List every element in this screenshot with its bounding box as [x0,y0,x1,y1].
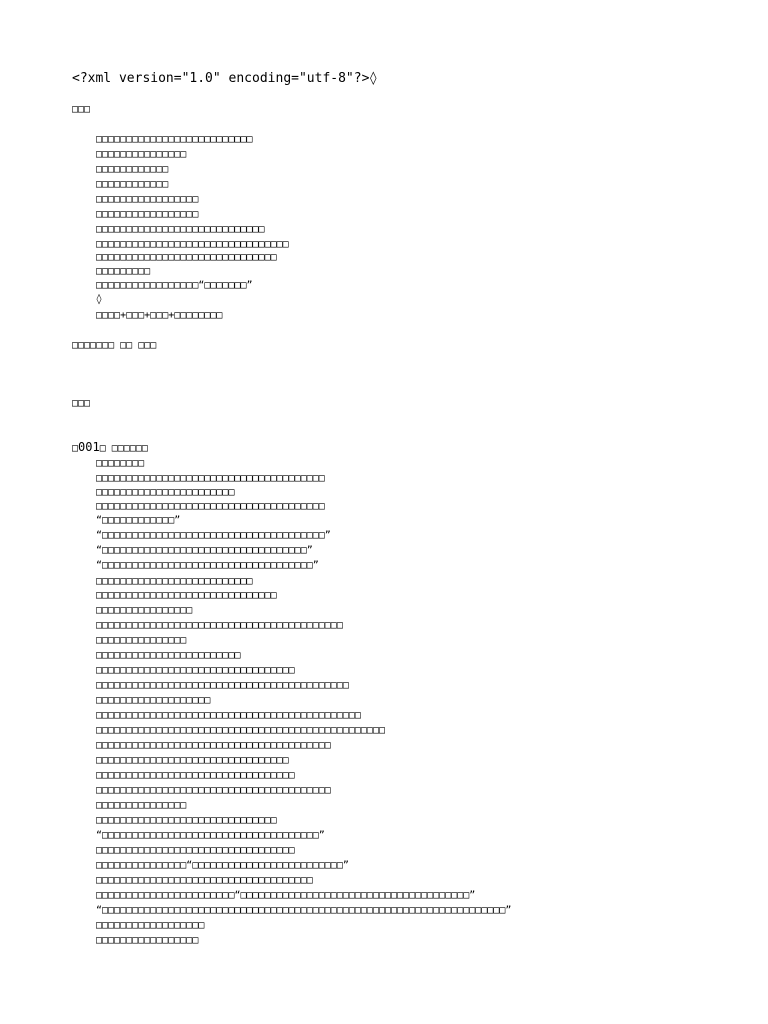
chapter-line: □□□□□□□□□□□□□□□□□□□□□□□□□□ [96,576,253,587]
chapter-line: “□□□□□□□□□□□□□□□□□□□□□□□□□□□□□□□□□□□□□□□□□□□□□□□□□□□□□□□□□□□□□□□□□□□” [96,905,512,916]
chapter-line: □□□□□□□□□□□□□□□ [96,635,187,646]
chapter-line: □□□□□□□□□□□□□□□□□□□ [96,695,211,706]
chapter-number: 001 [78,440,100,454]
chapter-line: □□□□□□□□□□□□□□□□□□□□□□□□□□□□□□□□□□□□□□□□□ [96,620,343,631]
front-heading: □□□ [72,104,91,115]
front-line: □□□□□□□□□□□□□□□□□ [96,209,199,220]
front-line: □□□□□□□□□□□□□□□□□□□□□□□□□□ [96,134,253,145]
xml-declaration: <?xml version="1.0" encoding="utf-8"?>◊ [72,71,378,86]
chapter-heading: □□□ [72,398,91,409]
chapter-line: □□□□□□□□□□□□□□□□□□□□□□□□□□□□□□□□□□□□□□ [96,473,325,484]
chapter-line: □□□□□□□□□□□□□□□□□□□□□□□□ [96,650,241,661]
chapter-line: □□□□□□□□□□□□□□□□□□□□□□□□□□□□□□□□□□□□□□□□□□ [96,680,349,691]
chapter-title [72,440,148,454]
front-line: □□□□□□□□□□□□□□□□□□□□□□□□□□□□□□□□ [96,239,289,250]
chapter-line: □□□□□□□□□□□□□□□□□ [96,935,199,946]
chapter-line: □□□□□□□□□□□□□□□□□□□□□□□□□□□□□□□□□□□□□□□□□□□□□□□□ [96,725,385,736]
chapter-line: □□□□□□□□□□□□□□□□□□□□□□□□□□□□□□□□□□□□□□ [96,501,325,512]
chapter-line: □□□□□□□□□□□□□□□□□□□□□□□□□□□□□□□□□□□□□□□□□□□□ [96,710,361,721]
chapter-line: “□□□□□□□□□□□□□□□□□□□□□□□□□□□□□□□□□□□□□” [96,530,331,541]
chapter-line: □□□□□□□□□□□□□□□□□□□□□□□“□□□□□□□□□□□□□□□□□□□□□□□□□□□□□□□□□□□□□□” [96,890,476,901]
chapter-line: □□□□□□□□□□□□□□□□□□□□□□□ [96,487,235,498]
front-line: ◊ [96,294,103,305]
chapter-line: □□□□□□□□□□□□□□□□□□□□□□□□□□□□□□□□□□□□ [96,875,313,886]
chapter-line: “□□□□□□□□□□□□□□□□□□□□□□□□□□□□□□□□□□□” [96,560,319,571]
chapter-title-suffix: □ □□□□□□ [99,443,148,454]
front-footer: □□□□□□□ □□ □□□ [72,340,157,351]
chapter-line: “□□□□□□□□□□□□□□□□□□□□□□□□□□□□□□□□□□” [96,545,313,556]
chapter-line: □□□□□□□□□□□□□□□ [96,800,187,811]
chapter-line: □□□□□□□□□□□□□□□□□□ [96,920,205,931]
front-line: □□□□+□□□+□□□+□□□□□□□□ [96,310,223,321]
front-line: □□□□□□□□□□□□□□□□□□□□□□□□□□□□ [96,224,265,235]
front-line: □□□□□□□□□□□□□□□□□“□□□□□□□” [96,280,253,291]
front-line: □□□□□□□□□□□□□□□ [96,149,187,160]
chapter-line: □□□□□□□□□□□□□□□□□□□□□□□□□□□□□□□□□□□□□□□ [96,740,331,751]
chapter-line: □□□□□□□□□□□□□□□□□□□□□□□□□□□□□□□□ [96,755,289,766]
front-line: □□□□□□□□□□□□□□□□□□□□□□□□□□□□□□ [96,252,277,263]
front-line: □□□□□□□□□□□□ [96,179,169,190]
front-line: □□□□□□□□□□□□ [96,164,169,175]
chapter-line: “□□□□□□□□□□□□□□□□□□□□□□□□□□□□□□□□□□□□” [96,830,325,841]
chapter-line: □□□□□□□□□□□□□□□□□□□□□□□□□□□□□□□□□ [96,665,295,676]
chapter-line: □□□□□□□□□□□□□□□□□□□□□□□□□□□□□□ [96,815,277,826]
chapter-line: “□□□□□□□□□□□□” [96,515,181,526]
chapter-line: □□□□□□□□□□□□□□□□□□□□□□□□□□□□□□□□□ [96,770,295,781]
chapter-line: □□□□□□□□□□□□□□□□□□□□□□□□□□□□□□ [96,590,277,601]
chapter-title-prefix: □ [72,443,79,454]
front-line: □□□□□□□□□□□□□□□□□ [96,194,199,205]
chapter-line: □□□□□□□□□□□□□□□□ [96,605,193,616]
chapter-line: □□□□□□□□□□□□□□□□□□□□□□□□□□□□□□□□□□□□□□□ [96,785,331,796]
chapter-line: □□□□□□□□□□□□□□□“□□□□□□□□□□□□□□□□□□□□□□□□□” [96,860,349,871]
chapter-line: □□□□□□□□ [96,458,145,469]
front-line: □□□□□□□□□ [96,266,151,277]
chapter-line: □□□□□□□□□□□□□□□□□□□□□□□□□□□□□□□□□ [96,845,295,856]
